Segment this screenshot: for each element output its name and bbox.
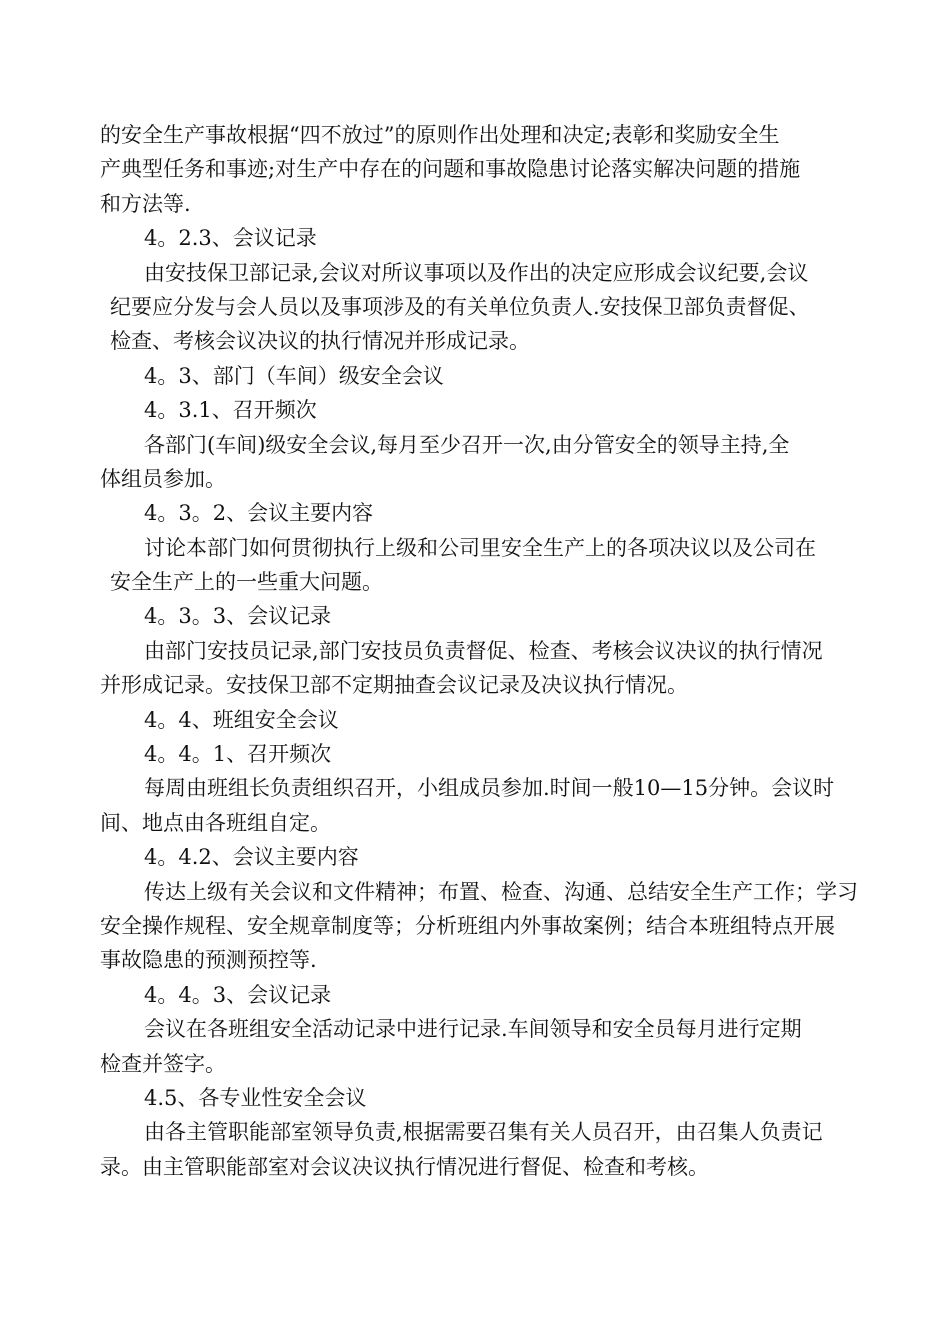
- paragraph-line: 并形成记录。安技保卫部不定期抽查会议记录及决议执行情况。: [100, 673, 688, 698]
- paragraph-line: 安全生产上的一些重大问题。: [110, 570, 383, 595]
- paragraph-line: 传达上级有关会议和文件精神；布置、检查、沟通、总结安全生产工作；学习: [144, 879, 858, 904]
- paragraph-line: 和方法等.: [100, 191, 191, 216]
- section-heading: 4。3、部门（车间）级安全会议: [144, 363, 444, 388]
- paragraph-line: 间、地点由各班组自定。: [100, 810, 331, 835]
- paragraph-line: 由部门安技员记录,部门安技员负责督促、检查、考核会议决议的执行情况: [144, 638, 823, 663]
- section-heading: 4。3.1、召开频次: [144, 398, 317, 423]
- paragraph-line: 体组员参加。: [100, 466, 226, 491]
- section-heading: 4.5、各专业性安全会议: [144, 1085, 367, 1110]
- paragraph-line: 事故隐患的预测预控等.: [100, 948, 317, 973]
- paragraph-line: 由安技保卫部记录,会议对所议事项以及作出的决定应形成会议纪要,会议: [144, 260, 809, 285]
- paragraph-line: 安全操作规程、安全规章制度等；分析班组内外事故案例；结合本班组特点开展: [100, 913, 835, 938]
- section-heading: 4。4。1、召开频次: [144, 742, 332, 767]
- paragraph-line: 的安全生产事故根据“四不放过”的原则作出处理和决定;表彰和奖励安全生: [100, 123, 780, 147]
- section-heading: 4。3。2、会议主要内容: [144, 501, 374, 526]
- paragraph-line: 录。由主管职能部室对会议决议执行情况进行督促、检查和考核。: [100, 1154, 709, 1179]
- section-heading: 4。4。3、会议记录: [144, 982, 332, 1007]
- section-heading: 4。3。3、会议记录: [144, 604, 332, 629]
- section-heading: 4。2.3、会议记录: [144, 226, 317, 251]
- paragraph-line: 由各主管职能部室领导负责,根据需要召集有关人员召开，由召集人负责记: [144, 1120, 823, 1145]
- section-heading: 4。4.2、会议主要内容: [144, 845, 359, 870]
- paragraph-line: 各部门(车间)级安全会议,每月至少召开一次,由分管安全的领导主持,全: [144, 432, 790, 457]
- paragraph-line: 会议在各班组安全活动记录中进行记录.车间领导和安全员每月进行定期: [144, 1017, 802, 1042]
- paragraph-line: 纪要应分发与会人员以及事项涉及的有关单位负责人.安技保卫部负责督促、: [110, 294, 810, 319]
- paragraph-line: 每周由班组长负责组织召开，小组成员参加.时间一般10—15分钟。会议时: [144, 776, 835, 801]
- document-body: [100, 118, 870, 1184]
- paragraph-line: 检查、考核会议决议的执行情况并形成记录。: [110, 329, 530, 354]
- section-heading: 4。4、班组安全会议: [144, 707, 339, 732]
- paragraph-line: 讨论本部门如何贯彻执行上级和公司里安全生产上的各项决议以及公司在: [144, 535, 816, 560]
- paragraph-line: 产典型任务和事迹;对生产中存在的问题和事故隐患讨论落实解决问题的措施: [100, 157, 801, 182]
- paragraph-line: 检查并签字。: [100, 1051, 226, 1076]
